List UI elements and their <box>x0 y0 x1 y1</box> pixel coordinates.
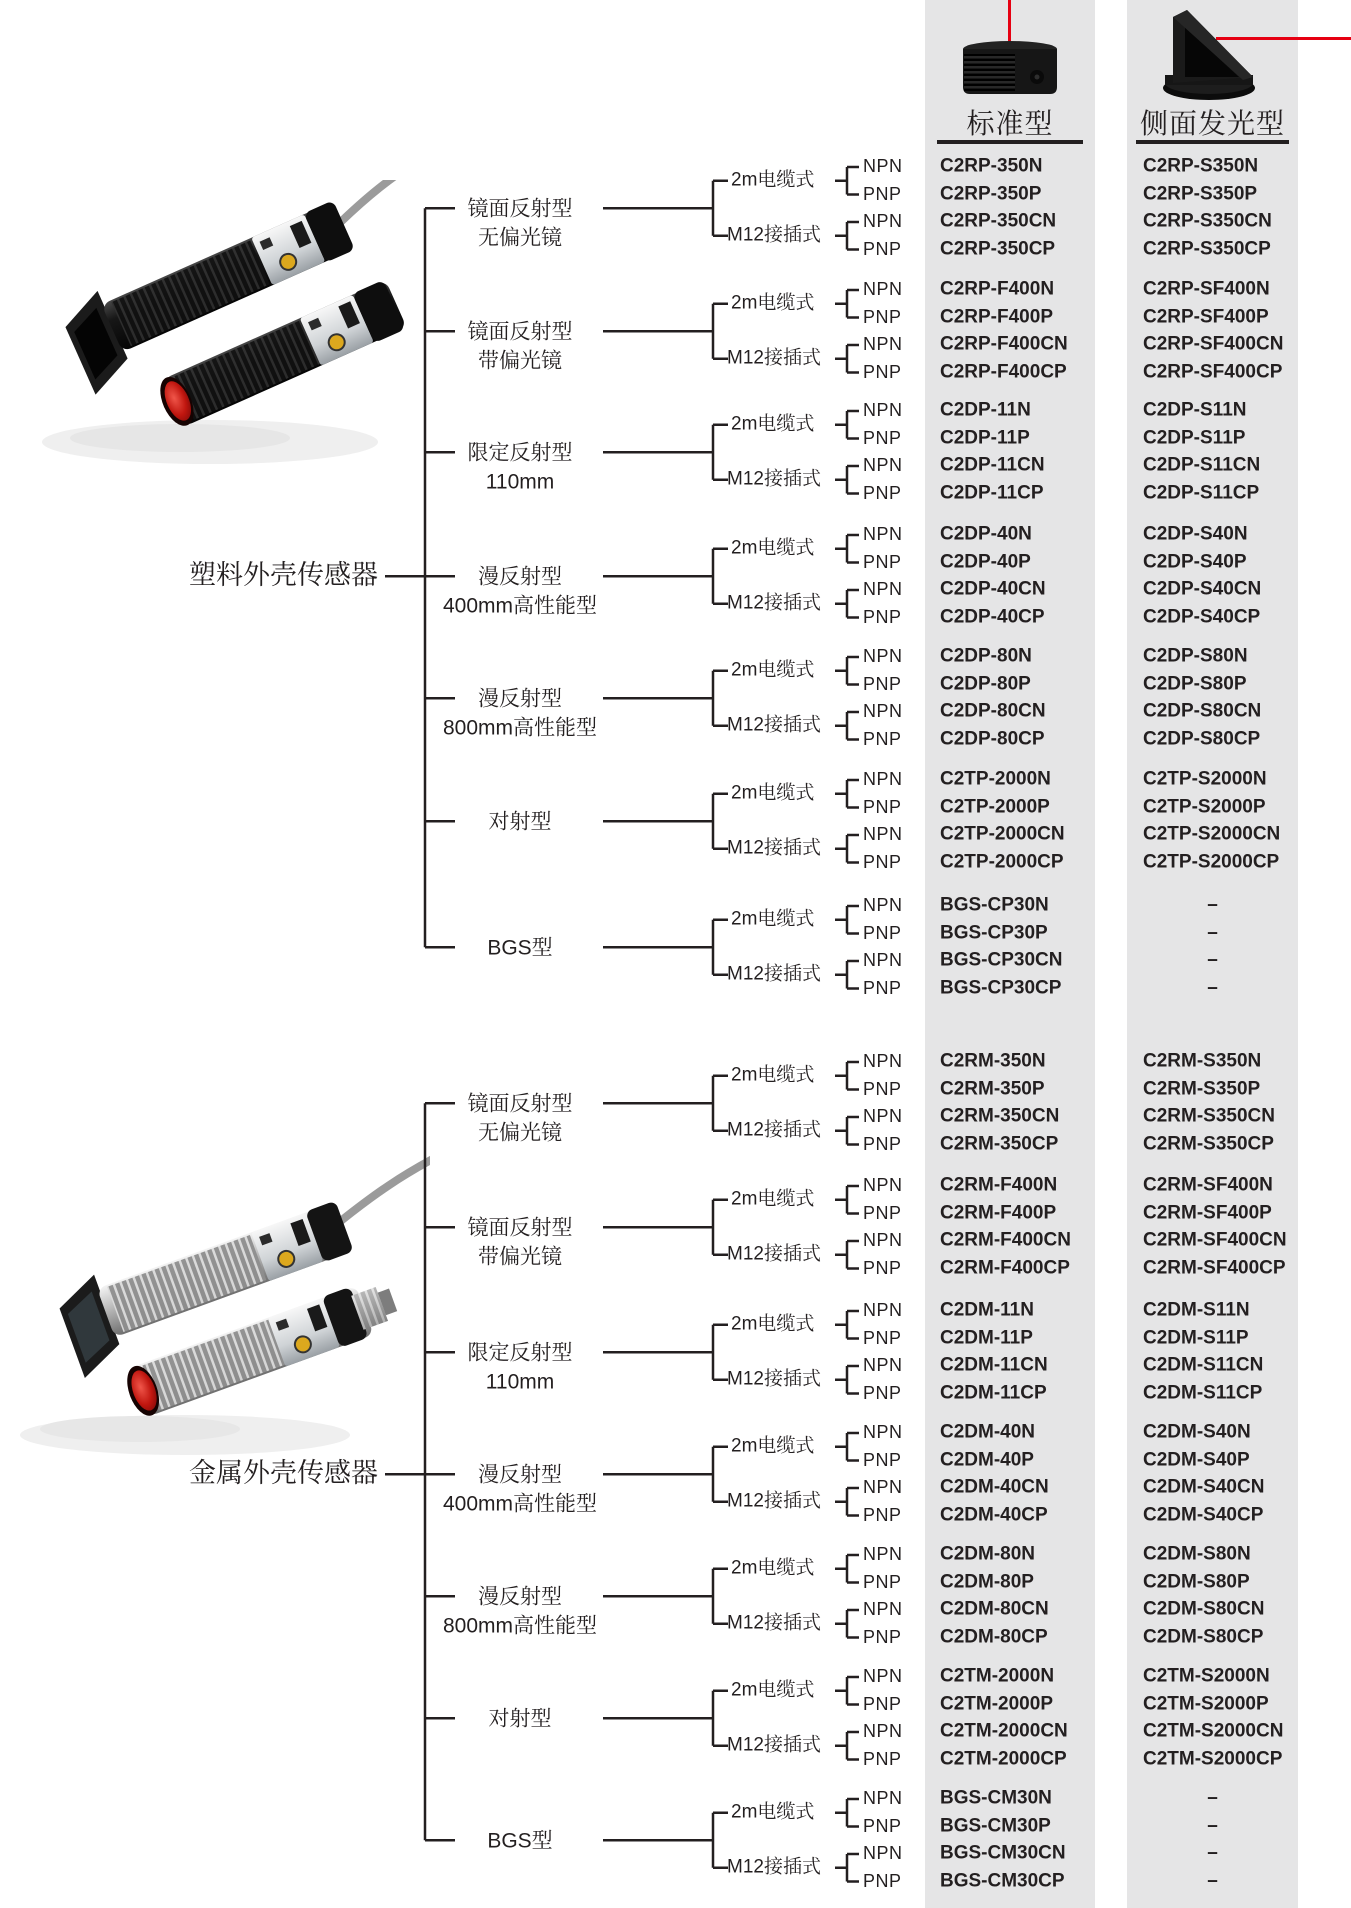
m12-branch-label: M12接插式 <box>727 1856 821 1878</box>
category-label: 镜面反射型 <box>467 320 573 344</box>
model-number: C2DM-S80N <box>1143 1543 1251 1565</box>
model-number: C2RP-S350P <box>1143 183 1258 205</box>
output-type-label: NPN <box>863 1788 903 1809</box>
model-number: C2DM-80CN <box>940 1598 1049 1620</box>
output-type-label: NPN <box>863 646 903 667</box>
model-number-na: – <box>1207 977 1218 999</box>
output-type-label: NPN <box>863 1544 903 1565</box>
model-number: C2RM-350P <box>940 1078 1045 1100</box>
model-number: C2RM-F400CP <box>940 1257 1070 1279</box>
output-type-label: PNP <box>863 606 902 627</box>
model-number: C2RP-350P <box>940 183 1042 205</box>
model-number: C2TP-S2000P <box>1143 796 1266 818</box>
model-number: C2TP-2000P <box>940 796 1050 818</box>
output-type-label: NPN <box>863 1175 903 1196</box>
category-label: 对射型 <box>488 810 552 834</box>
category-label: 无偏光镜 <box>478 1121 562 1145</box>
output-type-label: NPN <box>863 1051 903 1072</box>
group-label: 塑料外壳传感器 <box>189 560 378 591</box>
m12-branch-label: M12接插式 <box>727 1612 821 1634</box>
model-number: C2DM-11N <box>940 1299 1034 1321</box>
model-number: BGS-CM30N <box>940 1787 1052 1809</box>
category-label: 漫反射型 <box>478 1585 562 1609</box>
output-type-label: NPN <box>863 895 903 916</box>
output-type-label: NPN <box>863 455 903 476</box>
model-number: C2DP-S80P <box>1143 673 1247 695</box>
model-number: BGS-CM30CP <box>940 1870 1065 1892</box>
category-label: 镜面反射型 <box>467 1092 573 1116</box>
model-number: C2RP-S350N <box>1143 155 1259 177</box>
side-column-header: 侧面发光型 <box>1139 108 1285 139</box>
model-number-na: – <box>1207 1815 1218 1837</box>
model-number: C2RM-S350P <box>1143 1078 1261 1100</box>
model-number: C2TM-2000P <box>940 1693 1053 1715</box>
output-type-label: PNP <box>863 1571 902 1592</box>
category-label: 限定反射型 <box>467 441 573 465</box>
output-type-label: PNP <box>863 673 902 694</box>
model-number: C2DM-S80CP <box>1143 1626 1264 1648</box>
model-number: C2DM-80P <box>940 1571 1034 1593</box>
model-number: C2RM-SF400P <box>1143 1202 1272 1224</box>
output-type-label: PNP <box>863 306 902 327</box>
output-type-label: PNP <box>863 238 902 259</box>
model-number: C2TP-2000CP <box>940 851 1064 873</box>
output-type-label: NPN <box>863 1300 903 1321</box>
output-type-label: NPN <box>863 524 903 545</box>
model-number: C2DP-S80CP <box>1143 728 1261 750</box>
category-label: 400mm高性能型 <box>442 1492 598 1516</box>
model-number: C2DM-40CN <box>940 1476 1049 1498</box>
m12-branch-label: M12接插式 <box>727 837 821 859</box>
output-type-label: NPN <box>863 701 903 722</box>
model-number: BGS-CM30P <box>940 1815 1051 1837</box>
model-number: C2RM-F400CN <box>940 1229 1071 1251</box>
model-number: C2DM-S11CP <box>1143 1382 1263 1404</box>
output-type-label: PNP <box>863 1202 902 1223</box>
model-number: C2RP-SF400P <box>1143 306 1269 328</box>
model-number: C2DP-11P <box>940 427 1030 449</box>
model-number: C2RM-350N <box>940 1050 1046 1072</box>
model-number: C2RM-F400N <box>940 1174 1058 1196</box>
metal-sensors-photo <box>0 1015 430 1465</box>
output-type-label: NPN <box>863 1106 903 1127</box>
model-number: C2TM-2000N <box>940 1665 1055 1687</box>
output-type-label: PNP <box>863 1693 902 1714</box>
output-type-label: NPN <box>863 1355 903 1376</box>
standard-column-header: 标准型 <box>966 108 1054 139</box>
cable-branch-label: 2m电缆式 <box>731 1064 815 1086</box>
output-type-label: PNP <box>863 361 902 382</box>
model-number: C2DM-S40N <box>1143 1421 1251 1443</box>
model-number: BGS-CP30CP <box>940 977 1062 999</box>
model-number: C2DP-S40CP <box>1143 606 1261 628</box>
model-number: C2DM-S11N <box>1143 1299 1250 1321</box>
m12-branch-label: M12接插式 <box>727 714 821 736</box>
model-number: C2DP-40N <box>940 523 1032 545</box>
model-number: C2DP-40CN <box>940 578 1046 600</box>
m12-branch-label: M12接插式 <box>727 963 821 985</box>
category-label: 400mm高性能型 <box>442 594 598 618</box>
model-number: C2DP-40P <box>940 551 1031 573</box>
output-type-label: PNP <box>863 1257 902 1278</box>
category-label: BGS型 <box>487 936 553 960</box>
model-number: C2DP-40CP <box>940 606 1045 628</box>
model-number: C2DM-S80CN <box>1143 1598 1265 1620</box>
model-number: C2DM-S11CN <box>1143 1354 1264 1376</box>
side-emitting-head-icon <box>1155 3 1267 103</box>
category-label: 镜面反射型 <box>467 1216 573 1240</box>
category-label: 800mm高性能型 <box>442 716 598 740</box>
model-number: C2DM-40N <box>940 1421 1036 1443</box>
output-type-label: PNP <box>863 1327 902 1348</box>
model-number-na: – <box>1207 894 1218 916</box>
output-type-label: PNP <box>863 551 902 572</box>
model-number: C2DM-S80P <box>1143 1571 1250 1593</box>
output-type-label: PNP <box>863 1815 902 1836</box>
m12-branch-label: M12接插式 <box>727 592 821 614</box>
m12-branch-label: M12接插式 <box>727 224 821 246</box>
output-type-label: NPN <box>863 1422 903 1443</box>
output-type-label: NPN <box>863 211 903 232</box>
model-number: C2TM-S2000CP <box>1143 1748 1283 1770</box>
model-number-na: – <box>1207 1870 1218 1892</box>
category-label: 镜面反射型 <box>467 197 573 221</box>
model-number: C2DM-S11P <box>1143 1327 1249 1349</box>
output-type-label: NPN <box>863 334 903 355</box>
m12-branch-label: M12接插式 <box>727 1734 821 1756</box>
model-number: C2RP-350N <box>940 155 1043 177</box>
cable-branch-label: 2m电缆式 <box>731 292 815 314</box>
category-label: 限定反射型 <box>467 1341 573 1365</box>
model-number: C2DP-S80N <box>1143 645 1248 667</box>
output-type-label: PNP <box>863 1382 902 1403</box>
category-label: BGS型 <box>487 1829 553 1853</box>
output-type-label: NPN <box>863 400 903 421</box>
model-number-na: – <box>1207 1787 1218 1809</box>
category-label: 110mm <box>485 1370 555 1394</box>
model-number: C2RM-SF400CN <box>1143 1229 1287 1251</box>
model-number: BGS-CP30CN <box>940 949 1063 971</box>
category-label: 漫反射型 <box>478 687 562 711</box>
cable-branch-label: 2m电缆式 <box>731 1557 815 1579</box>
model-number: C2RP-F400CN <box>940 333 1068 355</box>
m12-branch-label: M12接插式 <box>727 347 821 369</box>
model-number: C2RM-S350CP <box>1143 1133 1274 1155</box>
model-number: C2TP-S2000CN <box>1143 823 1281 845</box>
cable-branch-label: 2m电缆式 <box>731 782 815 804</box>
model-number: C2RP-F400P <box>940 306 1053 328</box>
model-number: C2DP-80CN <box>940 700 1046 722</box>
model-number: C2DP-S80CN <box>1143 700 1262 722</box>
model-number: C2RP-SF400CN <box>1143 333 1284 355</box>
model-number: C2DP-80CP <box>940 728 1045 750</box>
m12-branch-label: M12接插式 <box>727 1119 821 1141</box>
model-number-na: – <box>1207 949 1218 971</box>
output-type-label: NPN <box>863 950 903 971</box>
model-number: C2RM-350CN <box>940 1105 1060 1127</box>
plastic-sensors-photo <box>20 180 430 480</box>
model-number: C2DP-S11CP <box>1143 482 1260 504</box>
output-type-label: PNP <box>863 183 902 204</box>
output-type-label: NPN <box>863 1230 903 1251</box>
model-number: BGS-CM30CN <box>940 1842 1066 1864</box>
cable-branch-label: 2m电缆式 <box>731 659 815 681</box>
model-number: C2DP-80P <box>940 673 1031 695</box>
output-type-label: PNP <box>863 977 902 998</box>
output-type-label: PNP <box>863 482 902 503</box>
model-number: BGS-CP30P <box>940 922 1048 944</box>
category-label: 漫反射型 <box>478 1463 562 1487</box>
category-label: 漫反射型 <box>478 565 562 589</box>
model-number: C2DM-80CP <box>940 1626 1048 1648</box>
model-number: C2DP-S40CN <box>1143 578 1262 600</box>
output-type-label: PNP <box>863 1078 902 1099</box>
category-label: 800mm高性能型 <box>442 1614 598 1638</box>
cable-branch-label: 2m电缆式 <box>731 1313 815 1335</box>
model-number: C2RM-S350N <box>1143 1050 1262 1072</box>
cable-branch-label: 2m电缆式 <box>731 169 815 191</box>
standard-header-underline <box>937 140 1083 144</box>
output-type-label: PNP <box>863 1133 902 1154</box>
model-number: C2TP-S2000CP <box>1143 851 1280 873</box>
model-number: C2TP-S2000N <box>1143 768 1267 790</box>
category-label: 110mm <box>485 470 555 494</box>
model-number: C2RP-S350CN <box>1143 210 1272 232</box>
output-type-label: PNP <box>863 796 902 817</box>
model-number: C2RM-SF400N <box>1143 1174 1273 1196</box>
output-type-label: NPN <box>863 1477 903 1498</box>
standard-head-icon <box>955 38 1065 100</box>
output-type-label: PNP <box>863 728 902 749</box>
output-type-label: NPN <box>863 279 903 300</box>
model-number: BGS-CP30N <box>940 894 1049 916</box>
model-number: C2DP-S11N <box>1143 399 1247 421</box>
cable-branch-label: 2m电缆式 <box>731 537 815 559</box>
cable-branch-label: 2m电缆式 <box>731 1801 815 1823</box>
model-number: C2DP-11N <box>940 399 1031 421</box>
model-number: C2RP-F400CP <box>940 361 1067 383</box>
m12-branch-label: M12接插式 <box>727 468 821 490</box>
model-number: C2DP-S40N <box>1143 523 1248 545</box>
m12-branch-label: M12接插式 <box>727 1368 821 1390</box>
side-header-underline <box>1136 140 1289 144</box>
category-label: 对射型 <box>488 1707 552 1731</box>
category-label: 带偏光镜 <box>478 349 562 373</box>
model-number: C2DM-80N <box>940 1543 1036 1565</box>
model-number: C2TM-2000CP <box>940 1748 1067 1770</box>
model-number: C2RP-SF400N <box>1143 278 1270 300</box>
model-number: C2RM-F400P <box>940 1202 1057 1224</box>
model-number-na: – <box>1207 922 1218 944</box>
output-type-label: NPN <box>863 1599 903 1620</box>
model-number: C2RP-350CN <box>940 210 1057 232</box>
model-number: C2TM-S2000N <box>1143 1665 1270 1687</box>
model-number: C2DM-11CP <box>940 1382 1047 1404</box>
output-type-label: NPN <box>863 156 903 177</box>
cable-branch-label: 2m电缆式 <box>731 413 815 435</box>
model-number: C2DP-11CP <box>940 482 1044 504</box>
output-type-label: NPN <box>863 769 903 790</box>
model-number: C2RP-F400N <box>940 278 1055 300</box>
model-number: C2DM-S40P <box>1143 1449 1250 1471</box>
output-type-label: PNP <box>863 1870 902 1891</box>
model-number: C2DP-80N <box>940 645 1032 667</box>
output-type-label: NPN <box>863 579 903 600</box>
model-number: C2RM-S350CN <box>1143 1105 1275 1127</box>
cable-branch-label: 2m电缆式 <box>731 908 815 930</box>
model-number-na: – <box>1207 1842 1218 1864</box>
output-type-label: NPN <box>863 1843 903 1864</box>
model-number: C2TM-2000CN <box>940 1720 1068 1742</box>
model-number: C2DM-40CP <box>940 1504 1048 1526</box>
model-number: C2TM-S2000P <box>1143 1693 1269 1715</box>
output-type-label: NPN <box>863 1666 903 1687</box>
m12-branch-label: M12接插式 <box>727 1490 821 1512</box>
output-type-label: PNP <box>863 922 902 943</box>
model-number: C2DM-11P <box>940 1327 1033 1349</box>
model-number: C2RP-S350CP <box>1143 238 1271 260</box>
model-number: C2TM-S2000CN <box>1143 1720 1284 1742</box>
model-number: C2DM-11CN <box>940 1354 1048 1376</box>
m12-branch-label: M12接插式 <box>727 1243 821 1265</box>
model-number: C2TP-2000CN <box>940 823 1065 845</box>
model-number: C2RP-SF400CP <box>1143 361 1283 383</box>
cable-branch-label: 2m电缆式 <box>731 1188 815 1210</box>
model-number: C2TP-2000N <box>940 768 1051 790</box>
output-type-label: PNP <box>863 851 902 872</box>
model-number: C2RM-SF400CP <box>1143 1257 1286 1279</box>
model-number: C2DP-S11P <box>1143 427 1246 449</box>
cable-branch-label: 2m电缆式 <box>731 1679 815 1701</box>
model-number: C2DM-S40CP <box>1143 1504 1264 1526</box>
output-type-label: NPN <box>863 824 903 845</box>
output-type-label: PNP <box>863 1626 902 1647</box>
output-type-label: PNP <box>863 1449 902 1470</box>
model-number: C2RM-350CP <box>940 1133 1059 1155</box>
cable-branch-label: 2m电缆式 <box>731 1435 815 1457</box>
output-type-label: NPN <box>863 1721 903 1742</box>
model-number: C2DM-40P <box>940 1449 1034 1471</box>
model-number: C2DP-S40P <box>1143 551 1247 573</box>
group-label: 金属外壳传感器 <box>189 1458 378 1489</box>
category-label: 带偏光镜 <box>478 1245 562 1269</box>
output-type-label: PNP <box>863 1748 902 1769</box>
category-label: 无偏光镜 <box>478 226 562 250</box>
model-number: C2DP-S11CN <box>1143 454 1261 476</box>
output-type-label: PNP <box>863 1504 902 1525</box>
output-type-label: PNP <box>863 427 902 448</box>
model-number: C2DP-11CN <box>940 454 1045 476</box>
model-number: C2RP-350CP <box>940 238 1056 260</box>
model-number: C2DM-S40CN <box>1143 1476 1265 1498</box>
